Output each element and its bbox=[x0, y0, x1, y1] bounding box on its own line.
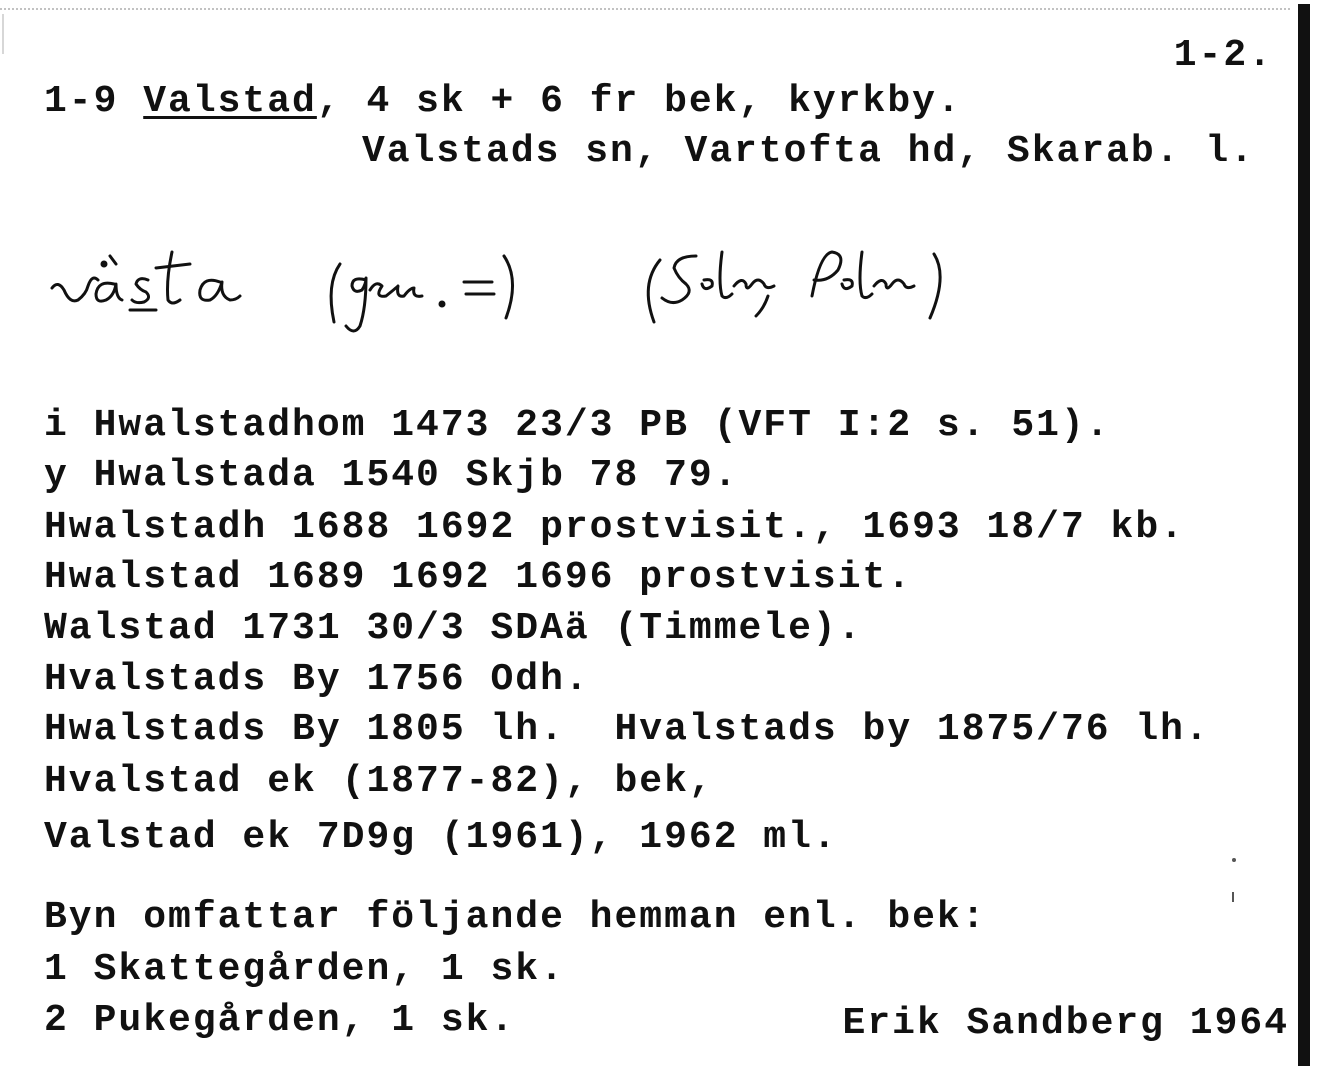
handwritten-note-text bbox=[44, 246, 772, 309]
handwritten-pronunciation-note bbox=[44, 246, 1044, 356]
author-signature: Erik Sandberg 1964 bbox=[842, 1002, 1289, 1045]
scan-edge-artifact bbox=[0, 8, 1290, 12]
card-number: 1-2. bbox=[1173, 34, 1273, 77]
location-line: Valstads sn, Vartofta hd, Skarab. l. bbox=[362, 130, 1255, 173]
scan-edge-artifact-left bbox=[2, 14, 4, 54]
holding-item: 2 Pukegården, 1 sk. bbox=[44, 999, 516, 1042]
scan-speck bbox=[1232, 892, 1234, 902]
holdings-intro: Byn omfattar följande hemman enl. bek: bbox=[44, 896, 987, 939]
scan-speck bbox=[1232, 858, 1236, 862]
attestation-line: Valstad ek 7D9g (1961), 1962 ml. bbox=[44, 816, 838, 859]
attestation-line: Hvalstad ek (1877-82), bek, bbox=[44, 760, 714, 803]
attestation-line: Hvalstads By 1756 Odh. bbox=[44, 658, 590, 701]
attestation-line: Hwalstad 1689 1692 1696 prostvisit. bbox=[44, 556, 913, 599]
holding-item: 1 Skattegården, 1 sk. bbox=[44, 948, 565, 991]
attestation-line: i Hwalstadhom 1473 23/3 PB (VFT I:2 s. 51). bbox=[44, 404, 1111, 447]
card-right-border bbox=[1298, 4, 1310, 1066]
heading-prefix: 1-9 bbox=[44, 80, 144, 123]
attestation-line: Walstad 1731 30/3 SDAä (Timmele). bbox=[44, 607, 863, 650]
place-name: Valstad bbox=[143, 80, 317, 123]
heading-rest: , 4 sk + 6 fr bek, kyrkby. bbox=[316, 80, 962, 123]
attestation-line: Hwalstads By 1805 lh. Hvalstads by 1875/76 lh. bbox=[44, 708, 1210, 751]
attestation-line: Hwalstadh 1688 1692 prostvisit., 1693 18/7 kb. bbox=[44, 506, 1185, 549]
card-heading bbox=[44, 80, 962, 124]
attestation-line: y Hwalstada 1540 Skjb 78 79. bbox=[44, 454, 739, 497]
